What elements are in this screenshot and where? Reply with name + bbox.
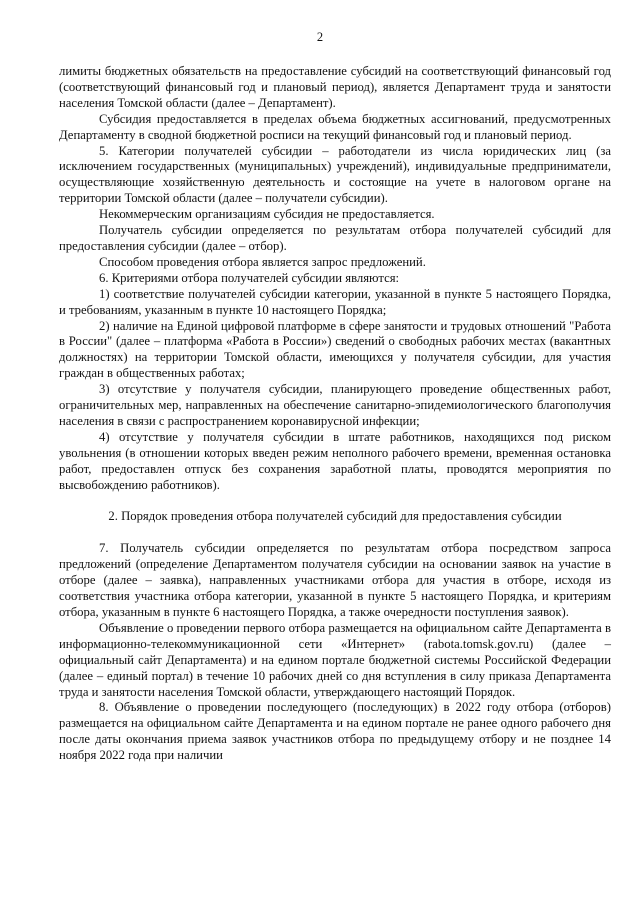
- paragraph-item-5: 5. Категории получателей субсидии – работодатели из числа юридических лиц (за исключением государственных (муниципальных) учреждений), индивидуальные предприниматели, осуществляющие хозяйственную деятельность и состоящие на учете в налоговом органе на территории Томской области (далее – получатели субсидии).: [59, 143, 611, 206]
- paragraph: Получатель субсидии определяется по результатам отбора получателей субсидий для предоставления субсидии (далее – отбор).: [59, 223, 611, 253]
- page-number: 2: [316, 30, 324, 44]
- document-body: [59, 64, 611, 764]
- paragraph: Объявление о проведении первого отбора размещается на официальном сайте Департамента в информационно-телекоммуникационной сети «Интернет» (rabota.tomsk.gov.ru) (далее – официальный сайт Департамента) и на едином портале бюджетной системы Российской Федерации (далее – единый портал) в течение 10 рабочих дней со дня вступления в силу приказа Департамента труда и занятости населения Томской области, утверждающего настоящий Порядок.: [59, 620, 611, 699]
- paragraph-item-7: 7. Получатель субсидии определяется по результатам отбора посредством запроса предложений (определение Департаментом получателя субсидии на основании заявок на участие в отборе (далее – заявка), направленных участниками отбора для участия в отборе, исходя из соответствия участника отбора категории, указанной в пункте 5 настоящего Порядка, и критериям отбора, указанным в пункте 6 настоящего Порядка, а также очередности поступления заявок).: [59, 541, 611, 619]
- paragraph-continuation: лимиты бюджетных обязательств на предоставление субсидий на соответствующий финансовый год (соответствующий финансовый год и плановый период), является Департамент труда и занятости населения Томской области (далее – Департамент).: [59, 64, 611, 110]
- paragraph-item-8: 8. Объявление о проведении последующего (последующих) в 2022 году отбора (отборов) размещается на официальном сайте Департамента и на едином портале не ранее одного рабочего дня после даты окончания приема заявок участников отбора по предыдущему отбору и не позднее 14 ноября 2022 года при наличии: [59, 700, 611, 763]
- paragraph: Субсидия предоставляется в пределах объема бюджетных ассигнований, предусмотренных Департаменту в сводной бюджетной росписи на текущий финансовый год и плановый период.: [59, 111, 611, 142]
- criteria-item-4: 4) отсутствие у получателя субсидии в штате работников, находящихся под риском увольнения (в отношении которых введен режим неполного рабочего времени, временная остановка работ, предоставлен отпуск без сохранения заработной платы, проводятся мероприятия по высвобождению работников).: [59, 429, 611, 492]
- paragraph-item-6: 6. Критериями отбора получателей субсидии являются:: [99, 270, 400, 285]
- section-heading: 2. Порядок проведения отбора получателей субсидий для предоставления субсидии: [108, 509, 562, 524]
- criteria-item-3: 3) отсутствие у получателя субсидии, планирующего проведение общественных работ, ограничительных мер, направленных на обеспечение санитарно-эпидемиологического благополучия населения в связи с распространением коронавирусной инфекции;: [59, 382, 611, 428]
- paragraph: Некоммерческим организациям субсидия не предоставляется.: [99, 207, 435, 222]
- criteria-item-2: 2) наличие на Единой цифровой платформе в сфере занятости и трудовых отношений "Работа в России" (далее – платформа «Работа в России») сведений о свободных рабочих местах (вакантных должностях) на территории Томской области, имеющихся у получателя субсидии, для участия граждан в общественных работах;: [59, 318, 611, 381]
- paragraph: Способом проведения отбора является запрос предложений.: [99, 254, 426, 269]
- criteria-item-1: 1) соответствие получателей субсидии категории, указанной в пункте 5 настоящего Порядка, и требованиям, указанным в пункте 10 настоящего Порядка;: [59, 286, 611, 317]
